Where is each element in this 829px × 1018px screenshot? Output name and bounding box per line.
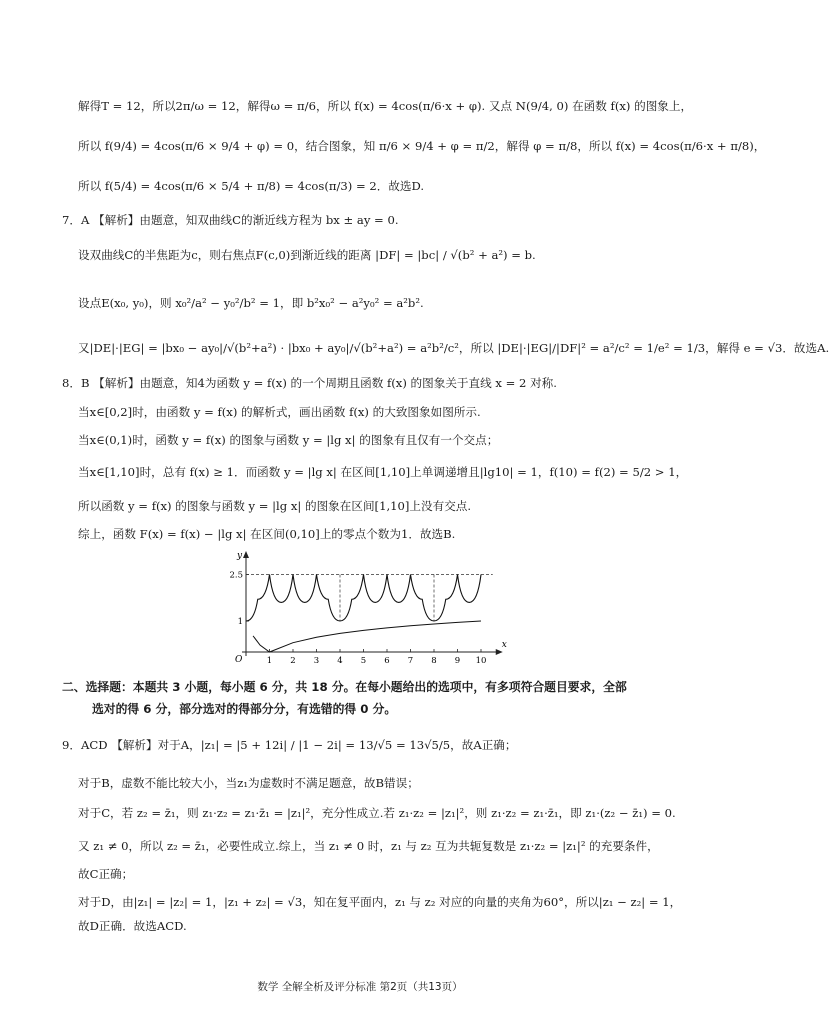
text-line: 故D正确．故选ACD. bbox=[78, 919, 187, 933]
text-line: 故C正确； bbox=[78, 867, 134, 881]
y-tick-label: 1 bbox=[237, 617, 243, 627]
curve-fx bbox=[246, 575, 481, 622]
x-tick-label: 8 bbox=[431, 656, 437, 666]
question-9-heading: 9．ACD 【解析】对于A，|z₁| = |5 + 12i| / |1 − 2i| = 13/√5 = 13√5/5，故A正确； bbox=[62, 738, 517, 752]
text-line: 设点E(x₀, y₀)，则 x₀²/a² − y₀²/b² = 1，即 b²x₀² − a²y₀² = a²b². bbox=[78, 296, 424, 310]
section-2-heading: 二、选择题：本题共 3 小题，每小题 6 分，共 18 分。在每小题给出的选项中，有多项符合题目要求，全部 bbox=[62, 680, 627, 694]
text-line: 当x∈[0,2]时，由函数 y = f(x) 的解析式，画出函数 f(x) 的大致图象如图所示. bbox=[78, 405, 481, 419]
section-2-instructions: 选对的得 6 分，部分选对的得部分分，有选错的得 0 分。 bbox=[92, 702, 397, 716]
x-tick-label: 7 bbox=[407, 656, 414, 666]
text-line: 解得T = 12，所以2π/ω = 12，解得ω = π/6，所以 f(x) = 4cos(π/6·x + φ). 又点 N(9/4, 0) 在函数 f(x) 的图象上， bbox=[78, 99, 693, 113]
text-line: 又|DE|·|EG| = |bx₀ − ay₀|/√(b²+a²) · |bx₀ + ay₀|/√(b²+a²) = a²b²/c²，所以 |DE|·|EG|/|DF|² = a²/c² = 1/e² = 1/3，解得 e = √3．故选A. bbox=[78, 341, 829, 355]
question-8-heading: 8．B 【解析】由题意，知4为函数 y = f(x) 的一个周期且函数 f(x) 的图象关于直线 x = 2 对称. bbox=[62, 376, 557, 390]
origin-label: O bbox=[235, 655, 243, 665]
x-tick-label: 5 bbox=[360, 656, 367, 666]
x-tick-label: 4 bbox=[337, 656, 343, 666]
text-line: 当x∈(0,1)时，函数 y = f(x) 的图象与函数 y = |lg x| 的图象有且仅有一个交点； bbox=[78, 433, 499, 447]
text-line: 对于C，若 z₂ = z̄₁，则 z₁·z₂ = z₁·z̄₁ = |z₁|²，充分性成立.若 z₁·z₂ = |z₁|²，则 z₁·z₂ = z₁·z̄₁，即 z₁·(z₂ − z̄₁) = 0. bbox=[78, 806, 676, 820]
x-tick-label: 10 bbox=[475, 656, 487, 666]
x-tick-label: 6 bbox=[384, 656, 390, 666]
curve-abs-lg-x bbox=[253, 621, 481, 652]
text-line: 设双曲线C的半焦距为c，则右焦点F(c,0)到渐近线的距离 |DF| = |bc| / √(b² + a²) = b. bbox=[78, 248, 536, 262]
text-line: 所以 f(5/4) = 4cos(π/6 × 5/4 + π/8) = 4cos(π/3) = 2．故选D. bbox=[78, 179, 425, 193]
text-line: 当x∈[1,10]时，总有 f(x) ≥ 1．而函数 y = |lg x| 在区间[1,10]上单调递增且|lg10| = 1，f(10) = f(2) = 5/2 > 1， bbox=[78, 465, 688, 479]
y-axis-label: y bbox=[237, 551, 243, 561]
text-line: 又 z₁ ≠ 0，所以 z₂ = z̄₁，必要性成立.综上，当 z₁ ≠ 0 时，z₁ 与 z₂ 互为共轭复数是 z₁·z₂ = |z₁|² 的充要条件， bbox=[78, 839, 659, 853]
y-axis-arrow bbox=[243, 551, 249, 558]
text-line: 对于D，由|z₁| = |z₂| = 1，|z₁ + z₂| = √3，知在复平面内，z₁ 与 z₂ 对应的向量的夹角为60°，所以|z₁ − z₂| = 1， bbox=[78, 895, 682, 909]
text-line: 所以 f(9/4) = 4cos(π/6 × 9/4 + φ) = 0，结合图象，知 π/6 × 9/4 + φ = π/2，解得 φ = π/8，所以 f(x) = 4cos(π/6·x + π/8)， bbox=[78, 139, 766, 153]
x-tick-label: 3 bbox=[313, 656, 320, 666]
x-tick-label: 1 bbox=[266, 656, 273, 666]
page-footer: 数学 全解全析及评分标准 第2页（共13页） bbox=[257, 981, 463, 993]
x-tick-label: 2 bbox=[290, 656, 296, 666]
x-tick-label: 9 bbox=[454, 656, 461, 666]
function-graph bbox=[222, 548, 508, 670]
text-line: 所以函数 y = f(x) 的图象与函数 y = |lg x| 的图象在区间[1,10]上没有交点. bbox=[78, 499, 472, 513]
y-tick-label: 2.5 bbox=[229, 570, 243, 581]
x-axis-label: x bbox=[501, 640, 507, 650]
text-line: 综上，函数 F(x) = f(x) − |lg x| 在区间(0,10]上的零点个数为1．故选B. bbox=[78, 527, 456, 541]
question-7-heading: 7．A 【解析】由题意，知双曲线C的渐近线方程为 bx ± ay = 0. bbox=[62, 213, 399, 227]
text-line: 对于B，虚数不能比较大小，当z₁为虚数时不满足题意，故B错误； bbox=[78, 776, 419, 790]
